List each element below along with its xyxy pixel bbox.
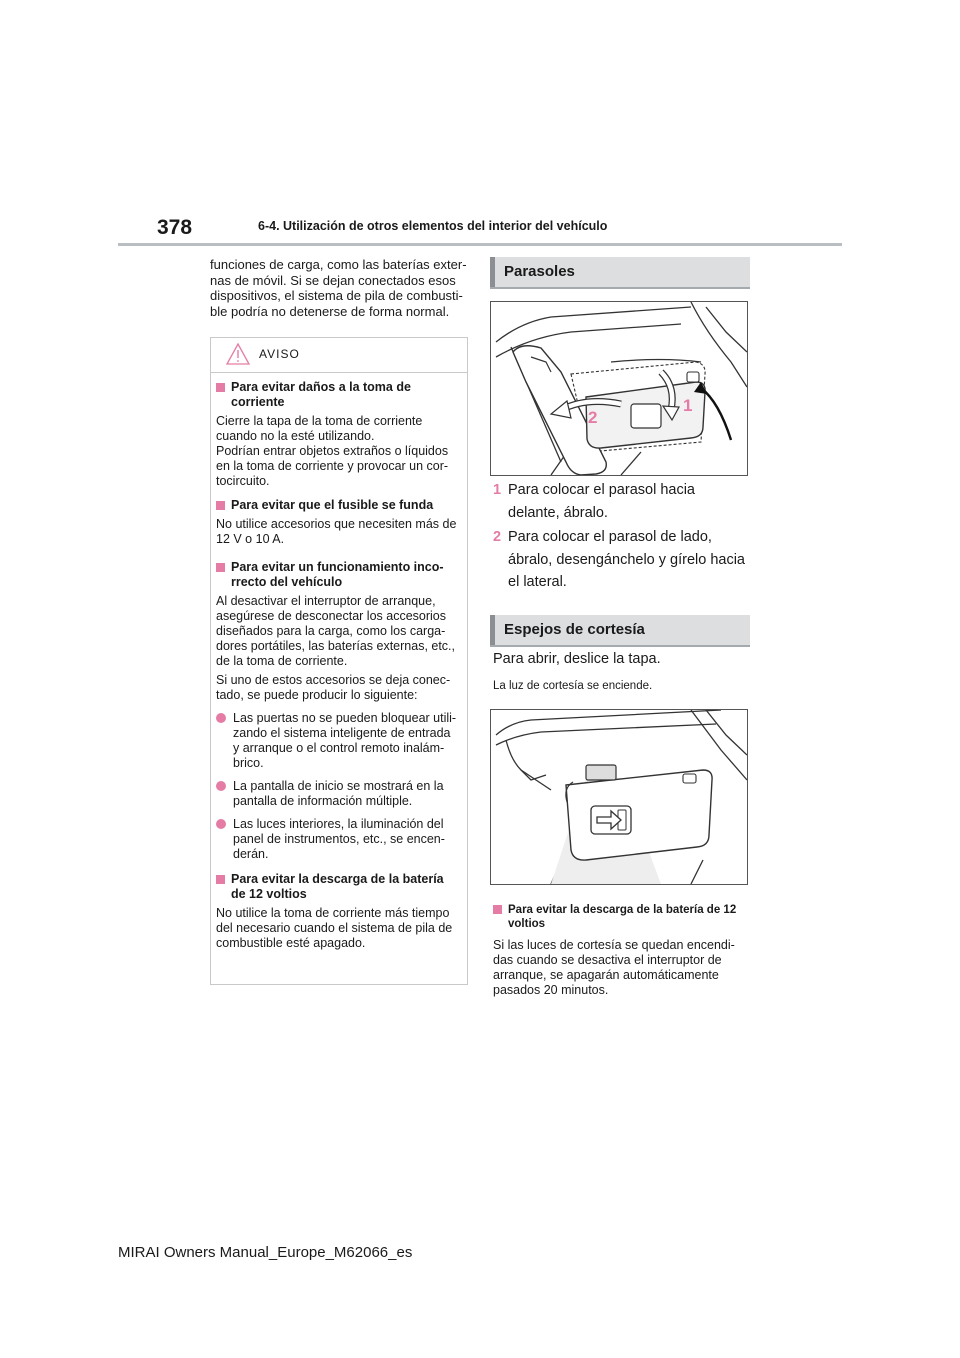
square-bullet-icon — [216, 501, 225, 510]
warning-paragraph: Al desactivar el interruptor de arranque, asegúrese de desconectar los accesorios diseñados para la carga, como los carga-dores portátiles, las baterías externas, etc., de la toma de corriente. — [216, 594, 456, 668]
header-rule — [118, 243, 842, 246]
warning-heading: Para evitar daños a la toma de corriente — [231, 380, 411, 409]
sun-visor-drawing — [491, 302, 747, 475]
step-item — [493, 479, 748, 524]
round-bullet-icon — [216, 819, 226, 829]
warning-block — [216, 872, 460, 951]
step-text: Para colocar el parasol de lado, ábralo, desengánchelo y gírelo hacia el lateral. — [508, 529, 745, 590]
warning-heading: Para evitar un funcionamiento inco-rrecto del vehículo — [231, 560, 444, 589]
warning-paragraph: No utilice la toma de corriente más tiempo del necesario cuando el sistema de pila de combustible esté apagado. — [216, 906, 453, 950]
warning-bullet: La pantalla de inicio se mostrará en la pantalla de información múltiple. — [233, 779, 444, 808]
square-bullet-icon — [216, 563, 225, 572]
vanity-mirror-drawing — [491, 710, 747, 884]
open-instruction: Para abrir, deslice la tapa. — [493, 651, 661, 667]
warning-body — [216, 374, 460, 951]
warning-block — [216, 498, 460, 547]
section-header: 6-4. Utilización de otros elementos del interior del vehículo — [258, 219, 608, 233]
parasol-steps — [493, 479, 748, 594]
footer-text: MIRAI Owners Manual_Europe_M62066_es — [118, 1244, 413, 1261]
section-title: Espejos de cortesía — [504, 621, 645, 638]
step-number: 2 — [493, 529, 502, 545]
intro-paragraph: funciones de carga, como las baterías exter-nas de móvil. Si se dejan conectados esos dispositivos, el sistema de pila de combusti-ble podría no detenerse de forma normal. — [210, 257, 467, 319]
mirror-note-title: Para evitar la descarga de la batería de 12 voltios — [508, 904, 737, 930]
step-text: Para colocar el parasol hacia delante, ábralo. — [508, 482, 695, 521]
mirror-note-heading — [493, 903, 749, 931]
square-bullet-icon — [493, 905, 502, 914]
square-bullet-icon — [216, 383, 225, 392]
warning-heading: Para evitar la descarga de la batería de 12 voltios — [231, 872, 444, 901]
warning-box — [210, 337, 468, 985]
square-bullet-icon — [216, 875, 225, 884]
warning-heading: Para evitar que el fusible se funda — [231, 498, 434, 512]
step-number: 1 — [493, 482, 502, 498]
warning-block — [216, 380, 460, 489]
page-number: 378 — [157, 216, 193, 239]
vanity-mirror-illustration — [490, 709, 748, 885]
figure-label-2: 2 — [588, 408, 598, 427]
warning-paragraph: No utilice accesorios que necesiten más de 12 V o 10 A. — [216, 517, 457, 546]
warning-triangle-icon — [225, 342, 251, 366]
section-bar-parasoles — [490, 257, 750, 289]
warning-block — [216, 560, 460, 862]
warning-bullet: Las luces interiores, la iluminación del panel de instrumentos, etc., se encen-derán. — [233, 817, 445, 861]
step-item — [493, 526, 748, 594]
sun-visor-illustration — [490, 301, 748, 476]
warning-header — [211, 338, 467, 373]
warning-title: AVISO — [259, 347, 300, 361]
warning-paragraph: Cierre la tapa de la toma de corriente cuando no la esté utilizando. Podrían entrar objetos extraños o líquidos en la toma de corriente y provocar un cor-tocircuito. — [216, 414, 449, 488]
figure-label-1: 1 — [683, 396, 693, 415]
section-title: Parasoles — [504, 263, 575, 280]
round-bullet-icon — [216, 713, 226, 723]
section-accent — [490, 615, 495, 645]
warning-bullet: Las puertas no se pueden bloquear utili-zando el sistema inteligente de entrada y arranque o el control remoto inalám-brico. — [233, 711, 457, 770]
warning-paragraph: Si uno de estos accesorios se deja conec-tado, se puede producir lo siguiente: — [216, 673, 451, 702]
round-bullet-icon — [216, 781, 226, 791]
mirror-note-body: Si las luces de cortesía se quedan encendi-das cuando se desactiva el interruptor de arranque, se apagarán automáticamente pasados 20 minutos. — [493, 938, 735, 997]
section-accent — [490, 257, 495, 287]
light-note: La luz de cortesía se enciende. — [493, 680, 653, 692]
section-bar-espejos — [490, 615, 750, 647]
